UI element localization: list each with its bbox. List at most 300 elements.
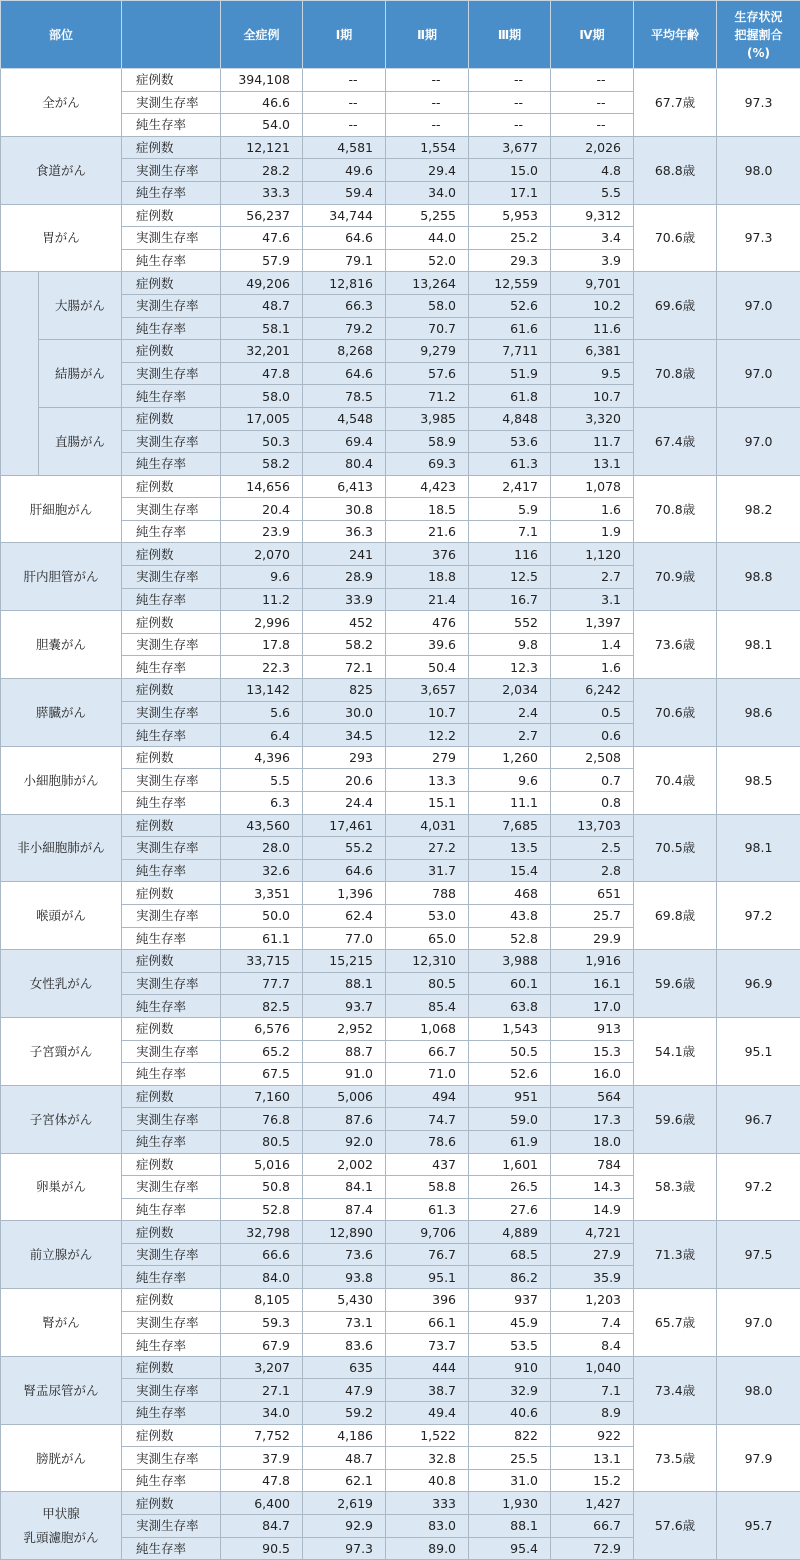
cell-stage-1: 24.4 [303, 792, 386, 815]
site-name-text: 胃がん [5, 227, 117, 248]
row-label: 症例数 [122, 340, 221, 363]
cell-stage-3: 61.9 [469, 1130, 551, 1153]
cell-all: 58.2 [221, 453, 303, 476]
cell-stage-3: 68.5 [469, 1243, 551, 1266]
site-name-text: 子宮体がん [5, 1109, 117, 1130]
header-blank [122, 1, 221, 69]
cell-stage-1: 2,619 [303, 1492, 386, 1515]
cell-stage-2: 12.2 [386, 724, 469, 747]
cell-stage-2: 13,264 [386, 272, 469, 295]
survival-grasp-rate: 97.3 [717, 204, 800, 272]
cell-all: 6,400 [221, 1492, 303, 1515]
cell-stage-4: 14.9 [551, 1198, 634, 1221]
row-label: 症例数 [122, 475, 221, 498]
mean-age: 58.3歳 [634, 1153, 717, 1221]
cell-stage-4: 9,312 [551, 204, 634, 227]
cell-stage-3: 59.0 [469, 1108, 551, 1131]
row-label: 純生存率 [122, 453, 221, 476]
row-label: 純生存率 [122, 317, 221, 340]
cell-all: 7,160 [221, 1085, 303, 1108]
cell-stage-3: 40.6 [469, 1402, 551, 1425]
cell-stage-4: 913 [551, 1017, 634, 1040]
cell-stage-1: 6,413 [303, 475, 386, 498]
cell-stage-2: 279 [386, 746, 469, 769]
cell-stage-4: 3.9 [551, 249, 634, 272]
row-label: 症例数 [122, 814, 221, 837]
row-label: 症例数 [122, 136, 221, 159]
table-row [1, 746, 800, 769]
cell-stage-1: 47.9 [303, 1379, 386, 1402]
cell-stage-3: 9.8 [469, 633, 551, 656]
cell-stage-4: 4.8 [551, 159, 634, 182]
cell-stage-1: 64.6 [303, 362, 386, 385]
site-name-text: 小細胞肺がん [5, 770, 117, 791]
cell-stage-4: 2,508 [551, 746, 634, 769]
table-row [1, 1017, 800, 1040]
cell-stage-3: 63.8 [469, 995, 551, 1018]
cell-stage-4: 25.7 [551, 904, 634, 927]
survival-grasp-rate: 97.9 [717, 1424, 800, 1492]
cell-stage-2: 74.7 [386, 1108, 469, 1131]
cell-stage-1: 92.9 [303, 1515, 386, 1538]
cell-all: 7,752 [221, 1424, 303, 1447]
cell-stage-3: -- [469, 69, 551, 92]
row-label: 純生存率 [122, 249, 221, 272]
cell-all: 90.5 [221, 1537, 303, 1560]
cell-stage-4: 2.5 [551, 837, 634, 860]
cell-stage-1: 88.7 [303, 1040, 386, 1063]
cell-stage-1: 55.2 [303, 837, 386, 860]
header-stage3: Ⅲ期 [469, 1, 551, 69]
cell-stage-3: 2.4 [469, 701, 551, 724]
cell-stage-2: 29.4 [386, 159, 469, 182]
cell-stage-1: 48.7 [303, 1447, 386, 1470]
table-row [1, 340, 800, 363]
cell-stage-2: 12,310 [386, 950, 469, 973]
cell-stage-1: 8,268 [303, 340, 386, 363]
survival-grasp-rate: 98.0 [717, 1356, 800, 1424]
row-label: 症例数 [122, 1017, 221, 1040]
cell-stage-1: 69.4 [303, 430, 386, 453]
cell-stage-3: 116 [469, 543, 551, 566]
cell-stage-4: 15.3 [551, 1040, 634, 1063]
cell-all: 32,201 [221, 340, 303, 363]
cell-all: 84.7 [221, 1515, 303, 1538]
survival-grasp-rate: 97.0 [717, 272, 800, 340]
cell-stage-2: -- [386, 114, 469, 137]
cell-stage-4: 1,078 [551, 475, 634, 498]
cell-stage-3: 1,930 [469, 1492, 551, 1515]
cell-stage-2: 21.4 [386, 588, 469, 611]
cell-all: 11.2 [221, 588, 303, 611]
cell-stage-3: 7,711 [469, 340, 551, 363]
site-name: 大腸がん [39, 272, 122, 340]
row-label: 実測生存率 [122, 566, 221, 589]
cell-stage-4: 3.1 [551, 588, 634, 611]
table-row [1, 814, 800, 837]
survival-grasp-rate: 95.7 [717, 1492, 800, 1560]
site-name [1, 1017, 122, 1085]
site-name-text: 甲状腺 [5, 1502, 117, 1526]
cell-stage-4: 6,242 [551, 679, 634, 702]
cell-stage-4: 16.0 [551, 1063, 634, 1086]
survival-grasp-rate: 98.2 [717, 475, 800, 543]
row-label: 症例数 [122, 1289, 221, 1312]
cell-stage-4: -- [551, 114, 634, 137]
row-label: 実測生存率 [122, 159, 221, 182]
cell-stage-3: 53.6 [469, 430, 551, 453]
cell-stage-2: 53.0 [386, 904, 469, 927]
cell-stage-4: 29.9 [551, 927, 634, 950]
cell-stage-2: 66.7 [386, 1040, 469, 1063]
cell-stage-3: 951 [469, 1085, 551, 1108]
cell-stage-1: 825 [303, 679, 386, 702]
cell-all: 14,656 [221, 475, 303, 498]
cell-all: 67.9 [221, 1334, 303, 1357]
survival-grasp-rate: 97.2 [717, 1153, 800, 1221]
row-label: 実測生存率 [122, 1108, 221, 1131]
site-name-text: 腎がん [5, 1312, 117, 1333]
cell-stage-4: 16.1 [551, 972, 634, 995]
site-name [1, 543, 122, 611]
site-name-text: 卵巣がん [5, 1176, 117, 1197]
site-name [1, 950, 122, 1018]
cell-stage-2: 71.2 [386, 385, 469, 408]
cell-all: 34.0 [221, 1402, 303, 1425]
cell-stage-4: 3.4 [551, 227, 634, 250]
table-row [1, 1289, 800, 1312]
row-label: 純生存率 [122, 1130, 221, 1153]
row-label: 実測生存率 [122, 972, 221, 995]
cell-stage-4: 4,721 [551, 1221, 634, 1244]
survival-grasp-rate: 97.0 [717, 1289, 800, 1357]
cell-stage-2: 1,522 [386, 1424, 469, 1447]
mean-age: 65.7歳 [634, 1289, 717, 1357]
cell-stage-3: 43.8 [469, 904, 551, 927]
table-row [1, 543, 800, 566]
row-label: 純生存率 [122, 859, 221, 882]
row-label: 純生存率 [122, 724, 221, 747]
row-label: 症例数 [122, 69, 221, 92]
cell-stage-4: 1,120 [551, 543, 634, 566]
site-name: 結腸がん [39, 340, 122, 408]
cell-stage-4: 1,427 [551, 1492, 634, 1515]
cell-stage-4: 13,703 [551, 814, 634, 837]
row-label: 症例数 [122, 407, 221, 430]
cell-stage-1: 452 [303, 611, 386, 634]
row-label: 純生存率 [122, 927, 221, 950]
cell-stage-1: 12,816 [303, 272, 386, 295]
cell-stage-2: 58.0 [386, 294, 469, 317]
cell-stage-1: 4,581 [303, 136, 386, 159]
cell-stage-2: 3,985 [386, 407, 469, 430]
row-label: 実測生存率 [122, 227, 221, 250]
row-label: 実測生存率 [122, 769, 221, 792]
cell-stage-3: 7,685 [469, 814, 551, 837]
cell-all: 23.9 [221, 520, 303, 543]
cell-stage-2: 40.8 [386, 1469, 469, 1492]
cell-stage-1: 293 [303, 746, 386, 769]
cell-stage-2: 1,554 [386, 136, 469, 159]
cell-all: 9.6 [221, 566, 303, 589]
cell-all: 59.3 [221, 1311, 303, 1334]
site-name [1, 814, 122, 882]
site-name: 直腸がん [39, 407, 122, 475]
cell-all: 3,207 [221, 1356, 303, 1379]
table-row [1, 1424, 800, 1447]
cell-stage-3: -- [469, 114, 551, 137]
row-label: 症例数 [122, 1153, 221, 1176]
site-name [1, 1221, 122, 1289]
row-label: 純生存率 [122, 1198, 221, 1221]
cell-stage-2: 66.1 [386, 1311, 469, 1334]
cell-all: 6.3 [221, 792, 303, 815]
cell-stage-1: 73.1 [303, 1311, 386, 1334]
cell-all: 394,108 [221, 69, 303, 92]
cell-stage-1: 93.7 [303, 995, 386, 1018]
cell-stage-4: 651 [551, 882, 634, 905]
cell-stage-2: 9,706 [386, 1221, 469, 1244]
site-name [1, 1153, 122, 1221]
header-site: 部位 [1, 1, 122, 69]
cell-all: 17,005 [221, 407, 303, 430]
row-label: 実測生存率 [122, 1040, 221, 1063]
site-name-text: 非小細胞肺がん [5, 837, 117, 858]
site-name-text-line2: 乳頭濾胞がん [5, 1526, 117, 1550]
row-label: 純生存率 [122, 1334, 221, 1357]
cell-stage-1: 79.2 [303, 317, 386, 340]
cell-stage-1: 241 [303, 543, 386, 566]
colorectal-indent-cell [1, 272, 39, 475]
row-label: 純生存率 [122, 114, 221, 137]
row-label: 純生存率 [122, 656, 221, 679]
cell-stage-3: 1,601 [469, 1153, 551, 1176]
cell-stage-4: 10.2 [551, 294, 634, 317]
mean-age: 67.4歳 [634, 407, 717, 475]
cell-stage-1: 62.1 [303, 1469, 386, 1492]
row-label: 実測生存率 [122, 1176, 221, 1199]
cell-all: 57.9 [221, 249, 303, 272]
header-stage2: Ⅱ期 [386, 1, 469, 69]
site-name-text: 子宮頸がん [5, 1041, 117, 1062]
survival-grasp-rate: 96.7 [717, 1085, 800, 1153]
cell-stage-1: -- [303, 91, 386, 114]
cell-stage-3: 25.2 [469, 227, 551, 250]
survival-grasp-rate: 98.8 [717, 543, 800, 611]
cell-stage-3: 12,559 [469, 272, 551, 295]
cell-stage-4: 2.8 [551, 859, 634, 882]
header-row [1, 1, 800, 69]
cell-stage-4: 35.9 [551, 1266, 634, 1289]
cell-all: 47.8 [221, 1469, 303, 1492]
row-label: 純生存率 [122, 1266, 221, 1289]
cell-stage-2: 10.7 [386, 701, 469, 724]
site-name [1, 1492, 122, 1560]
cell-stage-1: 97.3 [303, 1537, 386, 1560]
cell-stage-1: 20.6 [303, 769, 386, 792]
site-name [1, 475, 122, 543]
cell-stage-2: 71.0 [386, 1063, 469, 1086]
cell-stage-1: 79.1 [303, 249, 386, 272]
cell-stage-1: 92.0 [303, 1130, 386, 1153]
cell-stage-2: 73.7 [386, 1334, 469, 1357]
cell-all: 50.0 [221, 904, 303, 927]
cell-stage-3: 27.6 [469, 1198, 551, 1221]
cell-stage-3: 60.1 [469, 972, 551, 995]
cell-all: 32,798 [221, 1221, 303, 1244]
cell-stage-4: 2.7 [551, 566, 634, 589]
cell-stage-1: 87.4 [303, 1198, 386, 1221]
table-row [1, 272, 800, 295]
header-all: 全症例 [221, 1, 303, 69]
header-rate-line1: 生存状況 [717, 8, 800, 26]
mean-age: 73.5歳 [634, 1424, 717, 1492]
cell-stage-1: 87.6 [303, 1108, 386, 1131]
cell-stage-3: 5,953 [469, 204, 551, 227]
site-name-text: 膀胱がん [5, 1448, 117, 1469]
cell-stage-4: 8.9 [551, 1402, 634, 1425]
cell-stage-4: 1.6 [551, 498, 634, 521]
cell-all: 37.9 [221, 1447, 303, 1470]
cell-stage-2: 31.7 [386, 859, 469, 882]
site-name [1, 882, 122, 950]
site-name-text: 食道がん [5, 160, 117, 181]
cell-all: 49,206 [221, 272, 303, 295]
mean-age: 59.6歳 [634, 1085, 717, 1153]
cell-stage-3: 61.6 [469, 317, 551, 340]
row-label: 症例数 [122, 272, 221, 295]
cell-stage-2: 5,255 [386, 204, 469, 227]
cell-all: 3,351 [221, 882, 303, 905]
cell-stage-4: 14.3 [551, 1176, 634, 1199]
cell-stage-2: 95.1 [386, 1266, 469, 1289]
cell-stage-4: 7.4 [551, 1311, 634, 1334]
header-age: 平均年齢 [634, 1, 717, 69]
cell-stage-1: 83.6 [303, 1334, 386, 1357]
cell-all: 52.8 [221, 1198, 303, 1221]
cell-all: 4,396 [221, 746, 303, 769]
cell-stage-1: 5,006 [303, 1085, 386, 1108]
cell-stage-3: 3,988 [469, 950, 551, 973]
cell-stage-4: 1.6 [551, 656, 634, 679]
cell-stage-4: 1,916 [551, 950, 634, 973]
row-label: 症例数 [122, 1424, 221, 1447]
row-label: 純生存率 [122, 385, 221, 408]
table-row [1, 1221, 800, 1244]
cell-stage-1: 78.5 [303, 385, 386, 408]
mean-age: 73.4歳 [634, 1356, 717, 1424]
cell-stage-1: 33.9 [303, 588, 386, 611]
cell-stage-4: 5.5 [551, 181, 634, 204]
cell-stage-1: 17,461 [303, 814, 386, 837]
cell-stage-3: 9.6 [469, 769, 551, 792]
cell-stage-2: 15.1 [386, 792, 469, 815]
mean-age: 70.5歳 [634, 814, 717, 882]
cell-all: 84.0 [221, 1266, 303, 1289]
table-row [1, 407, 800, 430]
cell-stage-4: 922 [551, 1424, 634, 1447]
cell-stage-1: 5,430 [303, 1289, 386, 1312]
mean-age: 70.4歳 [634, 746, 717, 814]
cell-stage-4: 1.9 [551, 520, 634, 543]
cell-stage-4: 72.9 [551, 1537, 634, 1560]
cell-stage-4: 9.5 [551, 362, 634, 385]
cell-stage-3: 31.0 [469, 1469, 551, 1492]
site-name [1, 1085, 122, 1153]
site-name [1, 1289, 122, 1357]
cell-stage-3: 52.6 [469, 1063, 551, 1086]
cell-all: 54.0 [221, 114, 303, 137]
cell-stage-1: 72.1 [303, 656, 386, 679]
cell-stage-4: 3,320 [551, 407, 634, 430]
table-row [1, 1153, 800, 1176]
table-row [1, 679, 800, 702]
row-label: 症例数 [122, 1085, 221, 1108]
cell-stage-3: 12.5 [469, 566, 551, 589]
cell-stage-2: 38.7 [386, 1379, 469, 1402]
cell-stage-1: 80.4 [303, 453, 386, 476]
cell-stage-2: 18.5 [386, 498, 469, 521]
site-name-text: 前立腺がん [5, 1244, 117, 1265]
row-label: 実測生存率 [122, 1447, 221, 1470]
table-row [1, 950, 800, 973]
cell-stage-3: 822 [469, 1424, 551, 1447]
cell-stage-3: 4,889 [469, 1221, 551, 1244]
cell-stage-4: 564 [551, 1085, 634, 1108]
survival-grasp-rate: 97.5 [717, 1221, 800, 1289]
cell-stage-2: 83.0 [386, 1515, 469, 1538]
mean-age: 54.1歳 [634, 1017, 717, 1085]
cell-stage-1: 15,215 [303, 950, 386, 973]
cell-stage-3: 5.9 [469, 498, 551, 521]
cell-all: 17.8 [221, 633, 303, 656]
cell-stage-3: 12.3 [469, 656, 551, 679]
cell-all: 5.6 [221, 701, 303, 724]
cell-stage-4: 0.6 [551, 724, 634, 747]
row-label: 症例数 [122, 611, 221, 634]
cell-stage-2: 376 [386, 543, 469, 566]
header-rate [717, 1, 800, 69]
survival-grasp-rate: 95.1 [717, 1017, 800, 1085]
site-name-text: 腎盂尿管がん [5, 1380, 117, 1401]
cell-stage-3: 2,034 [469, 679, 551, 702]
cell-stage-3: 4,848 [469, 407, 551, 430]
cell-all: 33.3 [221, 181, 303, 204]
cell-stage-1: 64.6 [303, 227, 386, 250]
cell-stage-1: 2,002 [303, 1153, 386, 1176]
cell-all: 46.6 [221, 91, 303, 114]
cell-all: 2,070 [221, 543, 303, 566]
cell-all: 28.0 [221, 837, 303, 860]
cell-all: 27.1 [221, 1379, 303, 1402]
cell-stage-4: 1,397 [551, 611, 634, 634]
cell-all: 67.5 [221, 1063, 303, 1086]
cell-stage-3: 86.2 [469, 1266, 551, 1289]
cell-stage-4: 10.7 [551, 385, 634, 408]
cell-stage-3: 61.3 [469, 453, 551, 476]
cell-stage-1: 36.3 [303, 520, 386, 543]
cell-stage-3: 937 [469, 1289, 551, 1312]
survival-grasp-rate: 98.0 [717, 136, 800, 204]
cell-stage-1: 62.4 [303, 904, 386, 927]
survival-grasp-rate: 98.6 [717, 679, 800, 747]
cell-stage-3: 52.8 [469, 927, 551, 950]
cell-stage-2: 396 [386, 1289, 469, 1312]
cell-stage-3: 15.4 [469, 859, 551, 882]
cell-all: 61.1 [221, 927, 303, 950]
cell-stage-3: 3,677 [469, 136, 551, 159]
row-label: 純生存率 [122, 1063, 221, 1086]
